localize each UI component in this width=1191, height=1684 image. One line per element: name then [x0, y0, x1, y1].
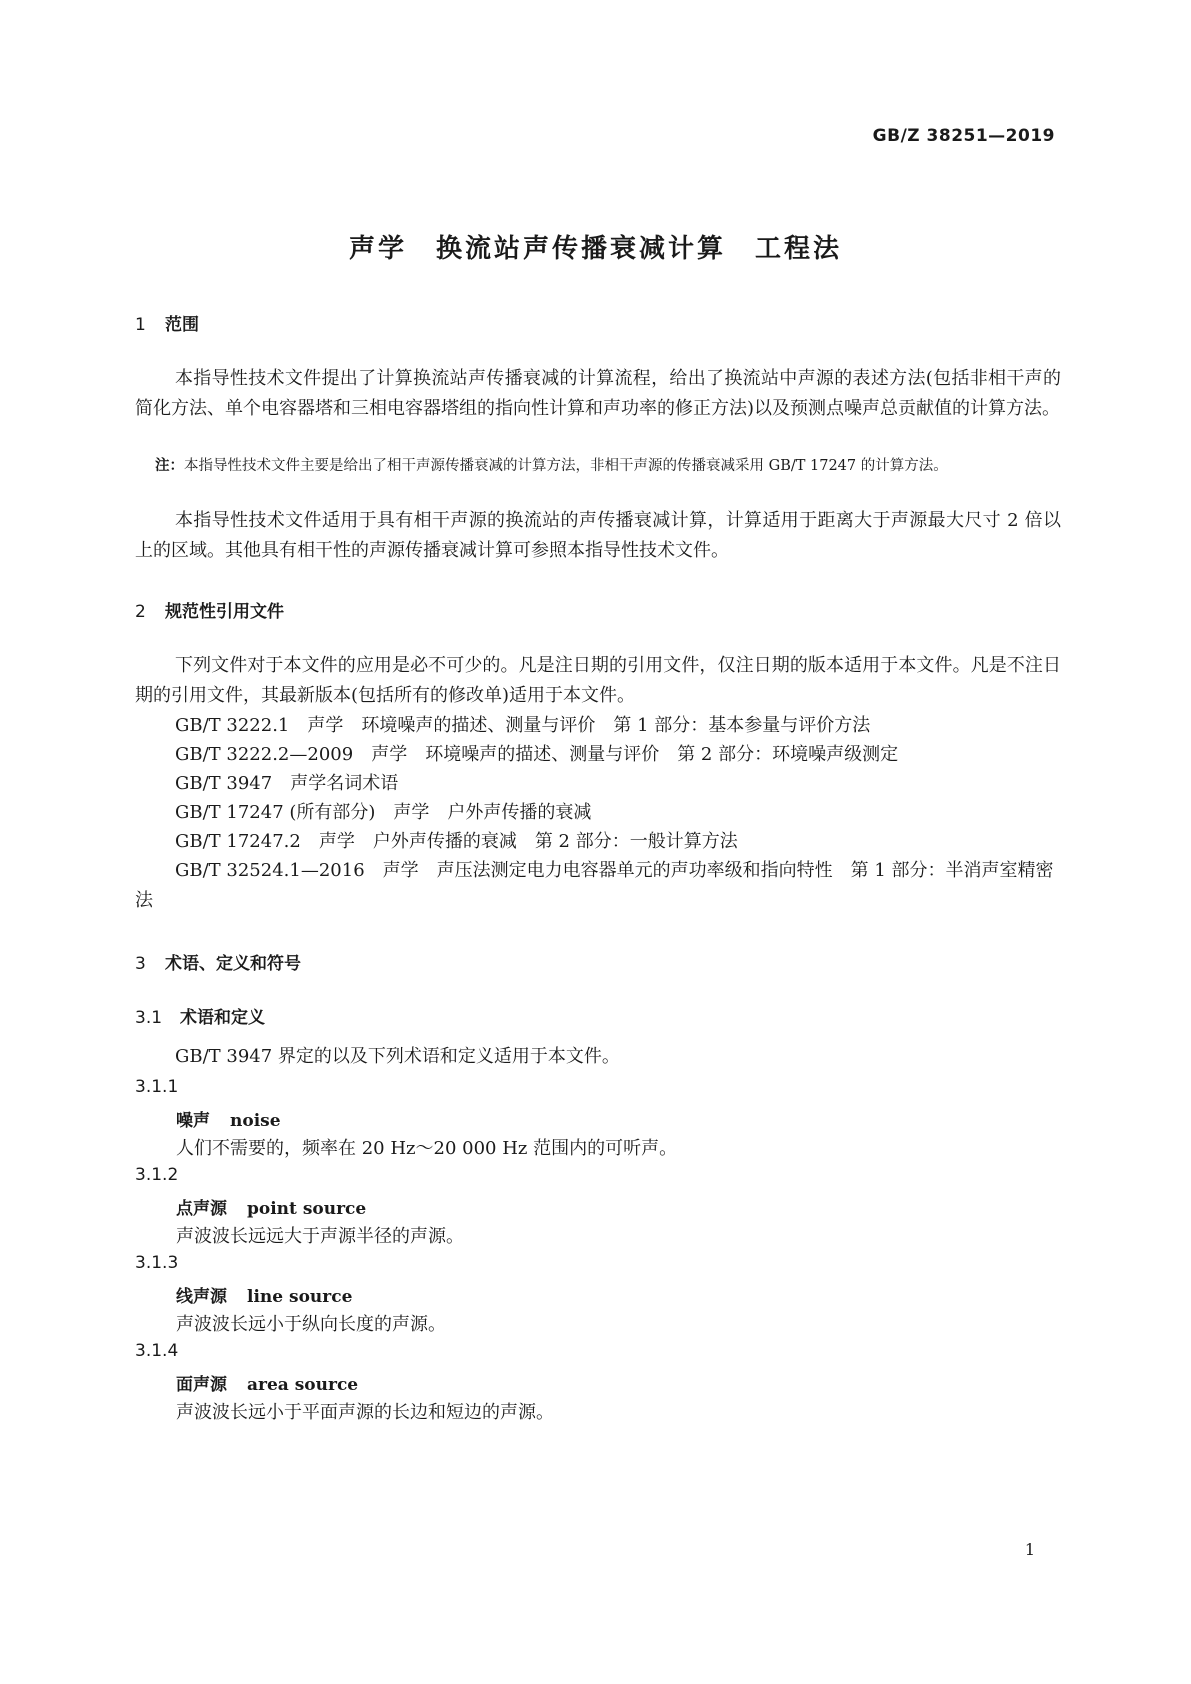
term-definition: 人们不需要的，频率在 20 Hz～20 000 Hz 范围内的可听声。	[176, 1138, 678, 1159]
reference-item: GB/T 3222.2—2009 声学 环境噪声的描述、测量与评价 第 2 部分：环境噪声级测定	[175, 744, 899, 765]
term-name	[176, 1282, 352, 1307]
section-number: 2	[135, 602, 146, 622]
term-name-en: point source	[247, 1199, 367, 1219]
term-name-zh: 面声源	[176, 1375, 227, 1395]
term-number: 3.1.3	[135, 1253, 179, 1273]
document-title: 声学 换流站声传播衰减计算 工程法	[348, 234, 842, 264]
section-1-heading	[135, 310, 199, 335]
terms-intro: GB/T 3947 界定的以及下列术语和定义适用于本文件。	[175, 1046, 620, 1067]
term-definition: 声波波长远小于纵向长度的声源。	[176, 1314, 446, 1335]
section-title: 范围	[165, 315, 199, 335]
section-title: 规范性引用文件	[165, 602, 284, 622]
term-definition: 声波波长远远大于声源半径的声源。	[176, 1226, 464, 1247]
section-2-paragraph-1: 下列文件对于本文件的应用是必不可少的。凡是注日期的引用文件，仅注日期的版本适用于本文件。凡是不注日期的引用文件，其最新版本(包括所有的修改单)适用于本文件。	[135, 655, 1061, 706]
note-label: 注：	[155, 457, 184, 474]
term-name-en: area source	[247, 1375, 359, 1395]
term-name	[176, 1106, 281, 1131]
term-name-en: line source	[247, 1287, 353, 1307]
reference-item: GB/T 17247.2 声学 户外声传播的衰减 第 2 部分：一般计算方法	[175, 831, 738, 852]
reference-item: GB/T 3947 声学名词术语	[175, 773, 399, 794]
section-1-paragraph-2: 本指导性技术文件适用于具有相干声源的换流站的声传播衰减计算，计算适用于距离大于声源最大尺寸 2 倍以上的区域。其他具有相干性的声源传播衰减计算可参照本指导性技术文件。	[135, 510, 1061, 561]
reference-item: GB/T 17247 (所有部分) 声学 户外声传播的衰减	[175, 802, 592, 823]
term-name	[176, 1370, 358, 1395]
term-number: 3.1.2	[135, 1165, 179, 1185]
term-name-zh: 线声源	[176, 1287, 227, 1307]
section-number: 1	[135, 315, 146, 335]
subsection-number: 3.1	[135, 1008, 163, 1028]
subsection-3-1-heading	[135, 1003, 265, 1028]
section-2-heading	[135, 597, 284, 622]
section-1-note	[155, 454, 1109, 478]
term-name-zh: 点声源	[176, 1199, 227, 1219]
page-number: 1	[1024, 1540, 1035, 1559]
section-title: 术语、定义和符号	[165, 954, 301, 974]
term-name-zh: 噪声	[176, 1111, 210, 1131]
section-1-paragraph-1: 本指导性技术文件提出了计算换流站声传播衰减的计算流程，给出了换流站中声源的表述方法(包括非相干声的简化方法、单个电容器塔和三相电容器塔组的指向性计算和声功率的修正方法)以及预测点噪声总贡献值的计算方法。	[135, 368, 1061, 419]
term-name-en: noise	[230, 1111, 281, 1131]
term-number: 3.1.1	[135, 1077, 179, 1097]
subsection-title: 术语和定义	[180, 1008, 265, 1028]
note-text: 本指导性技术文件主要是给出了相干声源传播衰减的计算方法，非相干声源的传播衰减采用 GB/T 17247 的计算方法。	[184, 458, 948, 474]
section-number: 3	[135, 954, 146, 974]
term-name	[176, 1194, 366, 1219]
term-definition: 声波波长远小于平面声源的长边和短边的声源。	[176, 1402, 554, 1423]
section-3-heading	[135, 949, 301, 974]
reference-item: GB/T 32524.1—2016 声学 声压法测定电力电容器单元的声功率级和指向特性 第 1 部分：半消声室精密法	[135, 860, 1054, 911]
document-code: GB/Z 38251—2019	[872, 126, 1055, 146]
reference-item: GB/T 3222.1 声学 环境噪声的描述、测量与评价 第 1 部分：基本参量与评价方法	[175, 715, 871, 736]
term-number: 3.1.4	[135, 1341, 179, 1361]
